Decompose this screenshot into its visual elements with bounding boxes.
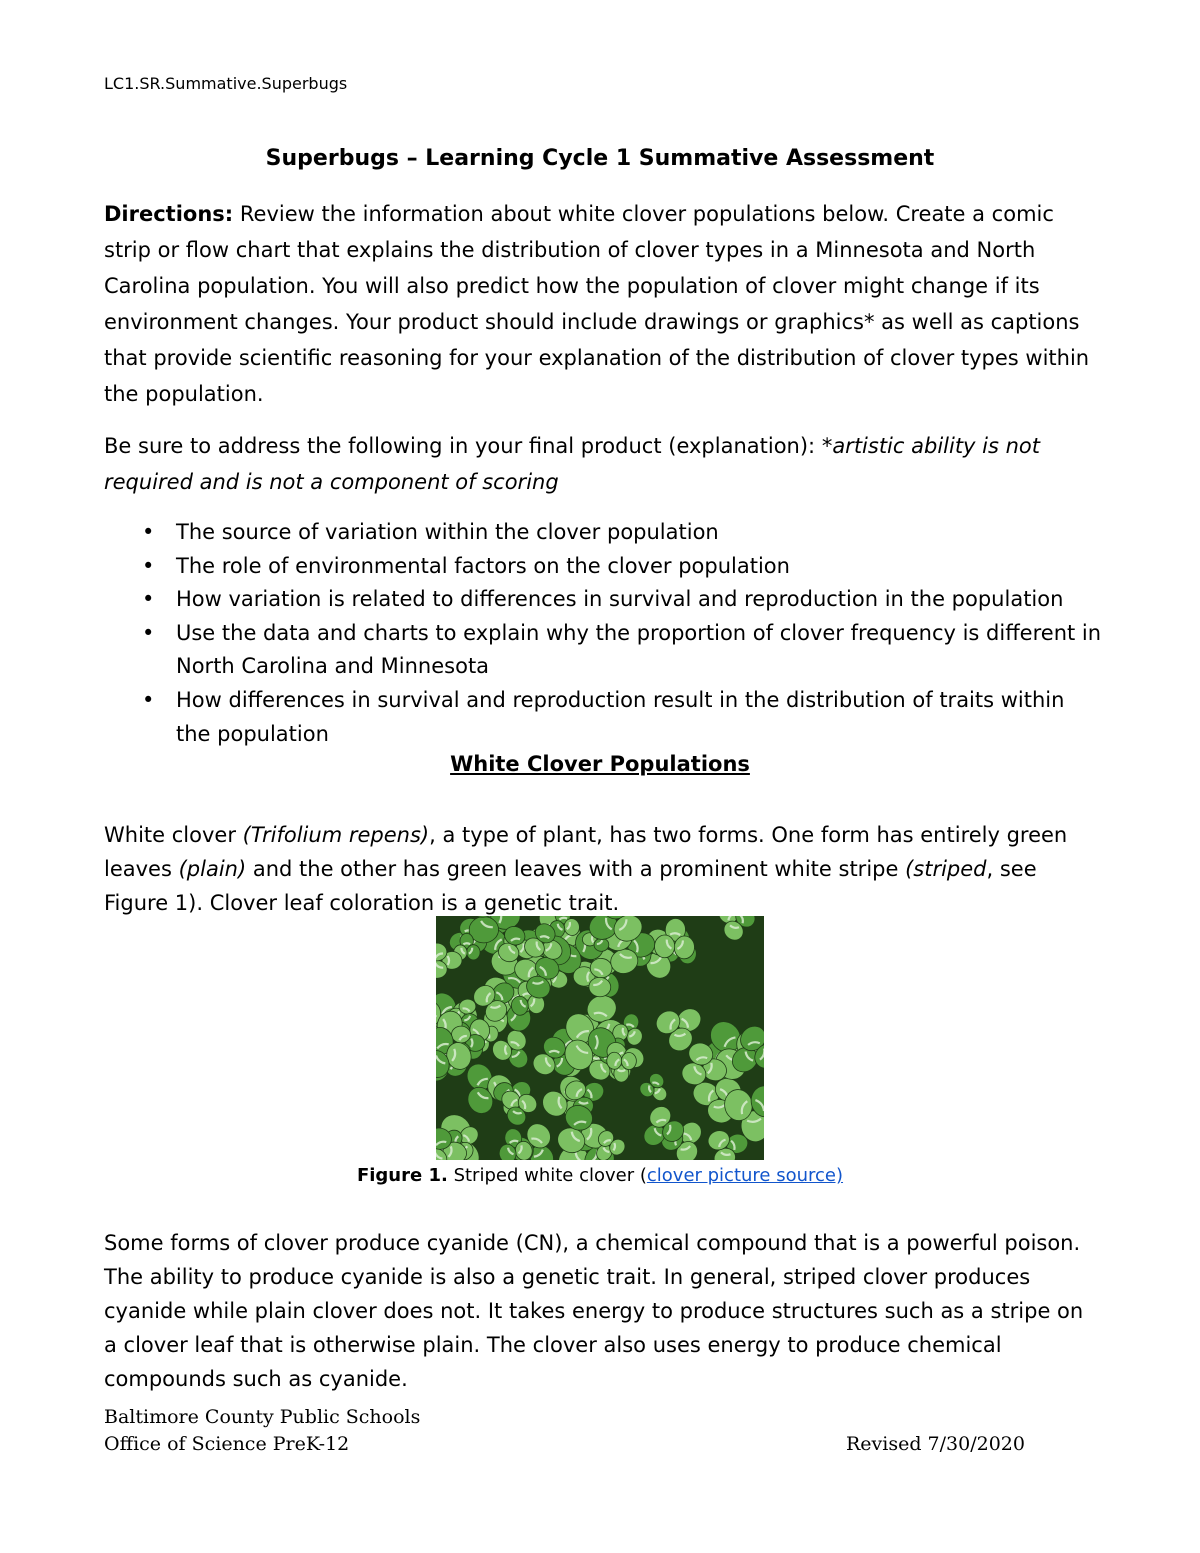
intro-text: , see Figure 1). Clover leaf coloration is a genetic trait. <box>104 857 1037 915</box>
figure-caption <box>0 1162 1200 1190</box>
footer-revised-date: Revised 7/30/2020 <box>846 1433 1025 1455</box>
list-item-text: Use the data and charts to explain why the proportion of clover frequency is different in North Carolina and Minnesota <box>176 620 1102 679</box>
directions-paragraph <box>104 196 1094 412</box>
clover-photo <box>436 916 764 1160</box>
list-item-text: The role of environmental factors on the clover population <box>176 553 790 578</box>
plain-term: (plain) <box>178 857 247 881</box>
list-item <box>104 516 1104 550</box>
page-title: Superbugs – Learning Cycle 1 Summative Assessment <box>265 146 935 171</box>
artistic-note: *artistic ability is not required and is not a component of scoring <box>104 434 1040 494</box>
list-item <box>104 583 1104 617</box>
bullet-icon: • <box>142 520 155 544</box>
scientific-name: (Trifolium repens) <box>242 823 430 847</box>
figure-label: Figure 1. <box>356 1165 448 1186</box>
intro-text: and the other has green leaves with a prominent white stripe <box>246 857 906 881</box>
intro-text: White clover <box>104 823 243 847</box>
footer-organization: Baltimore County Public Schools <box>104 1406 421 1428</box>
directions-text: Review the information about white clover populations below. Create a comic strip or flow chart that explains the distribution of clover types in a Minnesota and North Carolina population. You will also predict how the population of clover might change if its environment changes. Your product should include drawings or graphics* as well as captions that provide scientific reasoning for your explanation of the distribution of clover types within the population. <box>104 202 1090 406</box>
clover-picture-source-link[interactable]: clover picture source) <box>646 1165 844 1186</box>
clover-photo-graphic <box>436 916 764 1160</box>
document-code-header: LC1.SR.Summative.Superbugs <box>104 74 348 93</box>
clover-intro-paragraph <box>104 818 1094 920</box>
list-item <box>104 550 1104 584</box>
list-item <box>104 684 1104 751</box>
bullet-icon: • <box>142 687 155 712</box>
directions-label: Directions: <box>104 202 234 226</box>
list-item-text: The source of variation within the clover population <box>176 520 719 544</box>
bullet-icon: • <box>142 553 155 578</box>
intro-text: , a type of plant, has two forms. One form has entirely green leaves <box>104 823 1068 881</box>
list-item <box>104 617 1104 684</box>
figure-caption-text: Striped white clover ( <box>447 1165 647 1186</box>
requirements-list <box>104 516 1104 751</box>
cyanide-paragraph: Some forms of clover produce cyanide (CN), a chemical compound that is a powerful poison. The ability to produce cyanide is also a genetic trait. In general, striped clover produces cyanide while plain clover does not. It takes energy to produce structures such as a stripe on a clover leaf that is otherwise plain. The clover also uses energy to produce chemical compounds such as cyanide. <box>104 1231 1084 1391</box>
bullet-icon: • <box>142 587 155 612</box>
striped-term: (striped <box>905 857 987 881</box>
footer-office: Office of Science PreK-12 <box>104 1433 350 1455</box>
address-paragraph <box>104 428 1094 500</box>
address-text: Be sure to address the following in your final product (explanation): <box>104 434 822 458</box>
list-item-text: How differences in survival and reproduction result in the distribution of traits within the population <box>176 687 1065 746</box>
section-title: White Clover Populations <box>450 752 750 776</box>
bullet-icon: • <box>142 620 155 645</box>
list-item-text: How variation is related to differences in survival and reproduction in the population <box>176 587 1064 612</box>
